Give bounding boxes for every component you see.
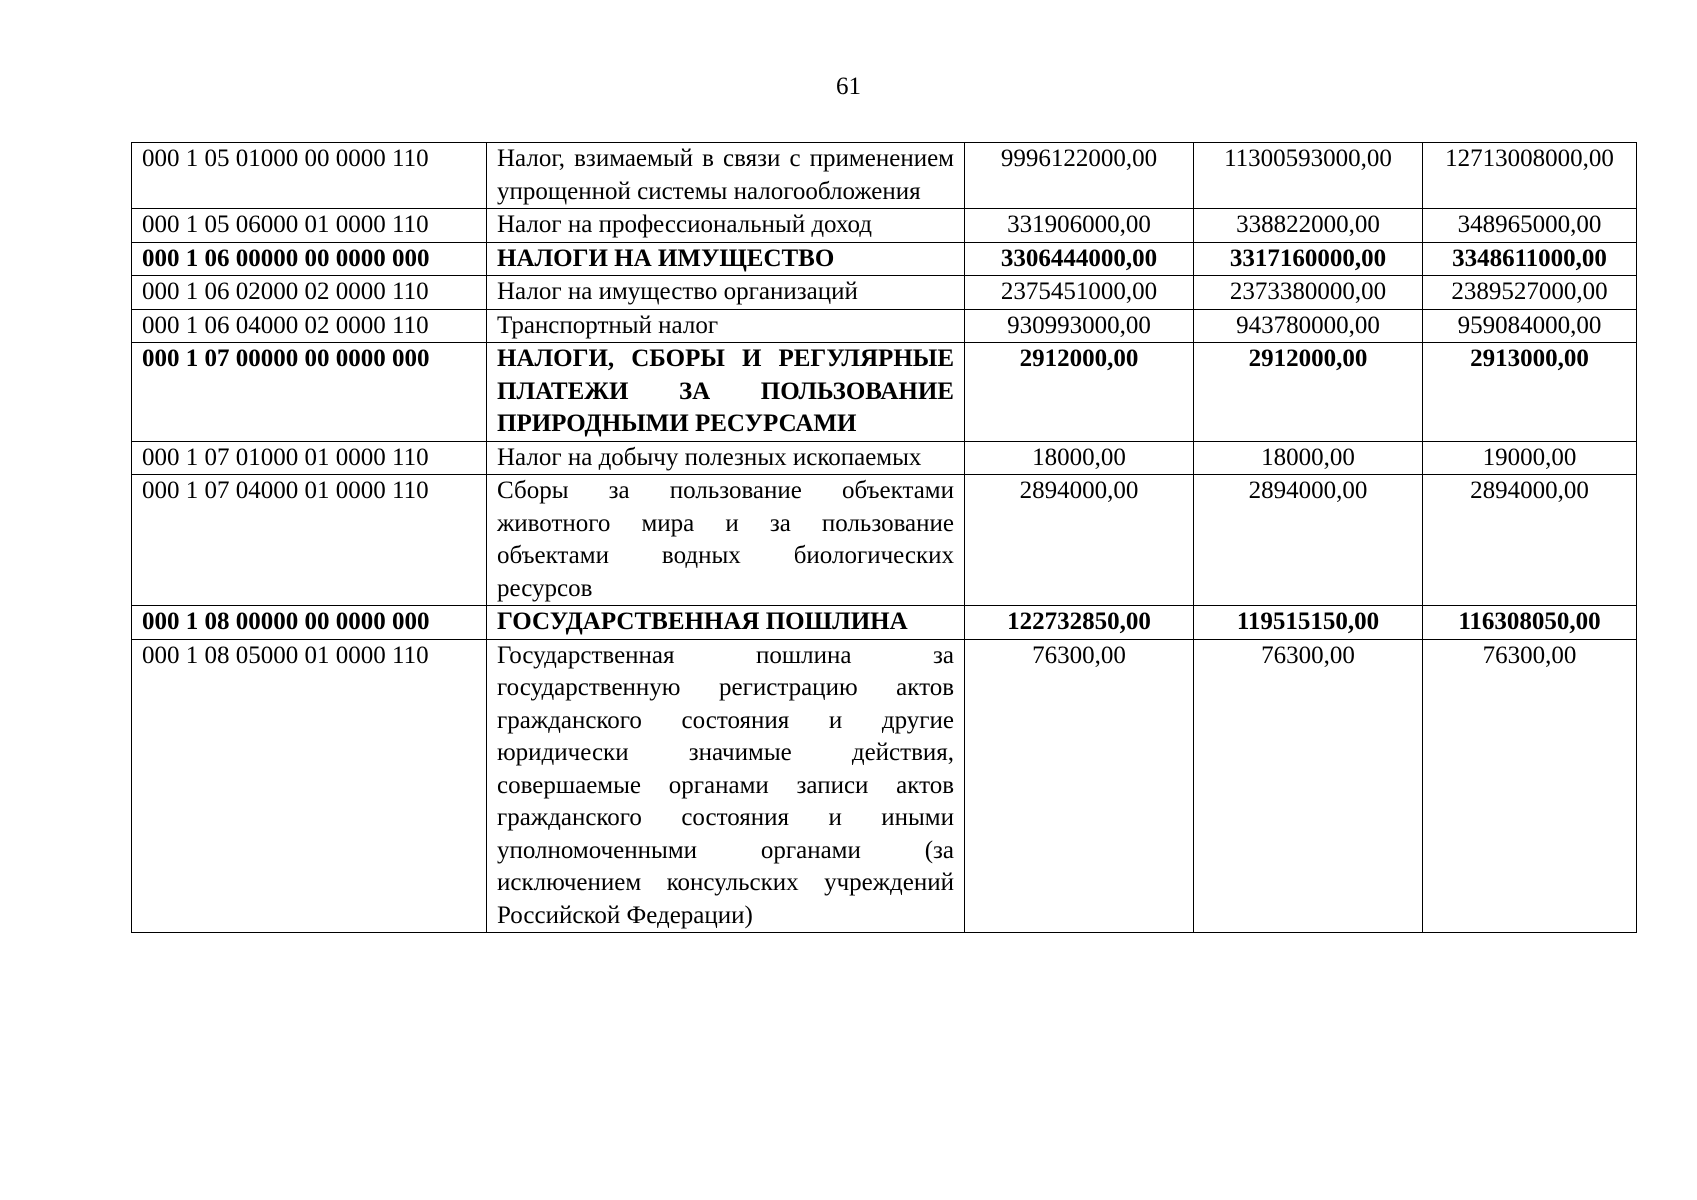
amount-year-1: 122732850,00 xyxy=(965,606,1194,640)
budget-code: 000 1 05 06000 01 0000 110 xyxy=(132,209,487,243)
revenue-name: Налог на профессиональный доход xyxy=(487,209,965,243)
budget-code: 000 1 06 00000 00 0000 000 xyxy=(132,242,487,276)
budget-code: 000 1 07 00000 00 0000 000 xyxy=(132,343,487,442)
amount-year-1: 2912000,00 xyxy=(965,343,1194,442)
budget-code: 000 1 06 04000 02 0000 110 xyxy=(132,309,487,343)
revenue-name: Государственная пошлина за государственную регистрацию актов гражданского состояния и другие юридически значимые действия, совершаемые органами записи актов гражданского состояния и иными уполномоченными органами (за исключением консульских учреждений Российской Федерации) xyxy=(487,639,965,933)
table-row-group-total xyxy=(132,606,1637,640)
amount-year-2: 2894000,00 xyxy=(1194,475,1423,606)
amount-year-3: 12713008000,00 xyxy=(1423,143,1637,209)
table-row xyxy=(132,276,1637,310)
budget-code: 000 1 08 05000 01 0000 110 xyxy=(132,639,487,933)
page-number: 61 xyxy=(836,73,861,100)
amount-year-1: 18000,00 xyxy=(965,441,1194,475)
revenue-name: НАЛОГИ НА ИМУЩЕСТВО xyxy=(487,242,965,276)
amount-year-1: 3306444000,00 xyxy=(965,242,1194,276)
amount-year-1: 930993000,00 xyxy=(965,309,1194,343)
budget-code: 000 1 08 00000 00 0000 000 xyxy=(132,606,487,640)
amount-year-1: 331906000,00 xyxy=(965,209,1194,243)
revenue-name: Сборы за пользование объектами животного мира и за пользование объектами водных биологических ресурсов xyxy=(487,475,965,606)
revenue-name: Налог на имущество организаций xyxy=(487,276,965,310)
amount-year-3: 76300,00 xyxy=(1423,639,1637,933)
table-row xyxy=(132,143,1637,209)
amount-year-2: 943780000,00 xyxy=(1194,309,1423,343)
table-row-group-total xyxy=(132,343,1637,442)
amount-year-2: 76300,00 xyxy=(1194,639,1423,933)
amount-year-3: 959084000,00 xyxy=(1423,309,1637,343)
table-row xyxy=(132,209,1637,243)
table-row xyxy=(132,441,1637,475)
revenue-name: НАЛОГИ, СБОРЫ И РЕГУЛЯРНЫЕ ПЛАТЕЖИ ЗА ПОЛЬЗОВАНИЕ ПРИРОДНЫМИ РЕСУРСАМИ xyxy=(487,343,965,442)
budget-code: 000 1 07 01000 01 0000 110 xyxy=(132,441,487,475)
budget-code: 000 1 07 04000 01 0000 110 xyxy=(132,475,487,606)
amount-year-1: 9996122000,00 xyxy=(965,143,1194,209)
table-row xyxy=(132,475,1637,606)
amount-year-3: 2894000,00 xyxy=(1423,475,1637,606)
amount-year-3: 3348611000,00 xyxy=(1423,242,1637,276)
revenue-name: Транспортный налог xyxy=(487,309,965,343)
amount-year-2: 2912000,00 xyxy=(1194,343,1423,442)
table-row-group-total xyxy=(132,242,1637,276)
revenue-name: Налог, взимаемый в связи с применением упрощенной системы налогообложения xyxy=(487,143,965,209)
amount-year-1: 2894000,00 xyxy=(965,475,1194,606)
revenue-table xyxy=(131,142,1637,933)
amount-year-3: 2913000,00 xyxy=(1423,343,1637,442)
amount-year-2: 338822000,00 xyxy=(1194,209,1423,243)
budget-code: 000 1 05 01000 00 0000 110 xyxy=(132,143,487,209)
revenue-name: ГОСУДАРСТВЕННАЯ ПОШЛИНА xyxy=(487,606,965,640)
amount-year-2: 119515150,00 xyxy=(1194,606,1423,640)
amount-year-3: 19000,00 xyxy=(1423,441,1637,475)
table-row xyxy=(132,639,1637,933)
amount-year-1: 76300,00 xyxy=(965,639,1194,933)
amount-year-3: 348965000,00 xyxy=(1423,209,1637,243)
amount-year-2: 18000,00 xyxy=(1194,441,1423,475)
amount-year-3: 116308050,00 xyxy=(1423,606,1637,640)
revenue-name: Налог на добычу полезных ископаемых xyxy=(487,441,965,475)
amount-year-1: 2375451000,00 xyxy=(965,276,1194,310)
amount-year-2: 11300593000,00 xyxy=(1194,143,1423,209)
table-row xyxy=(132,309,1637,343)
amount-year-2: 3317160000,00 xyxy=(1194,242,1423,276)
budget-code: 000 1 06 02000 02 0000 110 xyxy=(132,276,487,310)
amount-year-2: 2373380000,00 xyxy=(1194,276,1423,310)
amount-year-3: 2389527000,00 xyxy=(1423,276,1637,310)
